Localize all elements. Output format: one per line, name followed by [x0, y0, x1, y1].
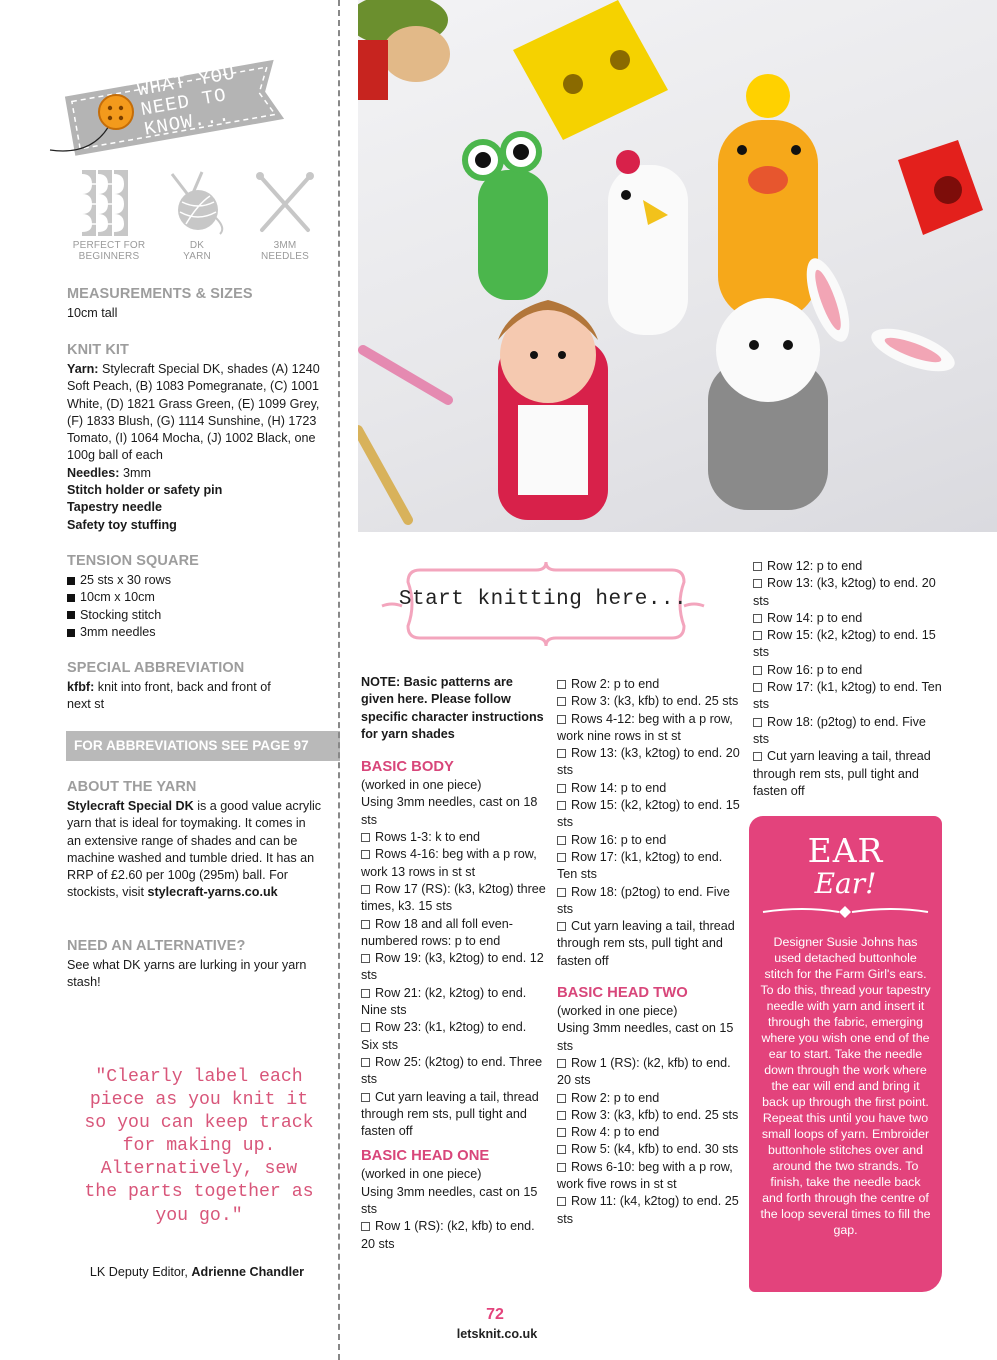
pattern-row: Row 17 (RS): (k3, k2tog) three times, k3. 15 sts — [361, 881, 546, 914]
pattern-row: Row 17: (k1, k2tog) to end. Ten sts — [753, 680, 942, 712]
row-checkbox[interactable] — [557, 1111, 566, 1120]
list-item: Stocking stitch — [67, 607, 329, 624]
pattern-row: Row 21: (k2, k2tog) to end. Nine sts — [361, 985, 527, 1018]
pattern-row: Row 18 and all foll even-numbered rows: p to end — [361, 916, 513, 948]
row-checkbox[interactable] — [557, 680, 566, 689]
row-checkbox[interactable] — [361, 850, 370, 859]
row-checkbox[interactable] — [361, 1093, 370, 1102]
pattern-row: Row 18: (p2tog) to end. Five sts — [753, 714, 926, 746]
tension-heading: TENSION SQUARE — [67, 553, 199, 569]
pattern-row: Row 25: (k2tog) to end. Three sts — [361, 1054, 543, 1087]
special-abbr-heading: SPECIAL ABBREVIATION — [67, 660, 245, 676]
row-checkbox[interactable] — [361, 1058, 370, 1067]
list-item: 10cm x 10cm — [67, 589, 329, 606]
about-yarn-text: Stylecraft Special DK is a good value acrylic yarn that is ideal for toymaking. It comes in an extensive range of shades and can be machine washed and tumble dried. It has an RRP of £2.60 per 100g (295m) ball. For stockists, visit stylecraft-yarns.co.uk — [67, 799, 322, 900]
row-checkbox[interactable] — [557, 1163, 566, 1172]
pattern-row: Rows 4-12: beg with a p row, work nine rows in st st — [557, 711, 733, 743]
ear-tip-box — [749, 816, 942, 1292]
pattern-row: Row 23: (k1, k2tog) to end. Six sts — [361, 1020, 527, 1052]
what-you-need-badge — [48, 50, 298, 160]
row-checkbox[interactable] — [557, 1197, 566, 1206]
row-checkbox[interactable] — [557, 922, 566, 931]
yarn-badge — [154, 170, 240, 262]
row-checkbox[interactable] — [557, 801, 566, 810]
head1-intro-line: (worked in one piece) — [361, 1167, 482, 1182]
row-checkbox[interactable] — [361, 885, 370, 894]
ear-subtitle: Ear! — [814, 867, 877, 900]
row-checkbox[interactable] — [753, 579, 762, 588]
row-checkbox[interactable] — [753, 718, 762, 727]
start-knitting-title: Start knitting here... — [398, 588, 688, 611]
tension-list — [67, 572, 329, 641]
row-checkbox[interactable] — [753, 666, 762, 675]
row-checkbox[interactable] — [557, 888, 566, 897]
row-checkbox[interactable] — [557, 1145, 566, 1154]
tension-section — [67, 552, 329, 641]
row-checkbox[interactable] — [753, 631, 762, 640]
pattern-row: Row 11: (k4, k2tog) to end. 25 sts — [557, 1194, 739, 1226]
measurements-section — [67, 285, 329, 322]
basic-head-one-heading: BASIC HEAD ONE — [361, 1148, 490, 1165]
pattern-row: Row 18: (p2tog) to end. Five sts — [557, 884, 730, 916]
ear-title: EAR — [807, 831, 884, 870]
head2-intro-line: (worked in one piece) — [557, 1004, 678, 1019]
page-number: 72 — [486, 1306, 504, 1323]
beginner-label: PERFECT FOR BEGINNERS — [72, 240, 146, 262]
pattern-row: Row 1 (RS): (k2, kfb) to end. 20 sts — [361, 1219, 535, 1251]
finger-puppets-photo — [358, 0, 997, 532]
pattern-row: Row 13: (k3, k2tog) to end. 20 sts — [753, 576, 936, 608]
knit-kit-body: Yarn: Stylecraft Special DK, shades (A) 1240 Soft Peach, (B) 1083 Pomegranate, (C) 1001 White, (D) 1821 Grass Green, (E) 1099 Grey, (F) 1833 Blush, (G) 1114 Sunshine, (H) 1723 Tomato, (I) 1064 Mocha, (J) 1002 Black, one 100g ball of each Needles: 3mm Stitch holder or safety pin Tapestry needle Safety toy stuffing — [67, 362, 320, 532]
pattern-row: Cut yarn leaving a tail, thread through rem sts, pull tight and fasten off — [557, 919, 735, 968]
row-checkbox[interactable] — [557, 715, 566, 724]
start-knitting-banner — [378, 560, 708, 652]
row-checkbox[interactable] — [557, 853, 566, 862]
pattern-row: Row 2: p to end — [557, 676, 742, 693]
pattern-row: Rows 4-16: beg with a p row, work 13 rows in st st — [361, 847, 537, 879]
about-yarn-section — [67, 778, 323, 902]
skill-icons-row — [66, 170, 326, 270]
row-checkbox[interactable] — [557, 1059, 566, 1068]
pull-quote: "Clearly label each piece as you knit it so you can keep track for making up. Alternatively, sew the parts together as you go." — [84, 1067, 314, 1226]
stockist-link[interactable]: stylecraft-yarns.co.uk — [147, 885, 278, 900]
needles-badge — [242, 170, 328, 262]
pattern-row: Row 1 (RS): (k2, kfb) to end. 20 sts — [557, 1055, 731, 1088]
pattern-row: Row 17: (k1, k2tog) to end. Ten sts — [557, 849, 723, 882]
pattern-row: Row 15: (k2, k2tog) to end. 15 sts — [753, 628, 936, 660]
pattern-column-3 — [753, 558, 943, 800]
row-checkbox[interactable] — [753, 614, 762, 623]
pattern-column-2 — [557, 676, 742, 1228]
quote-attribution: LK Deputy Editor, Adrienne Chandler — [89, 1265, 305, 1279]
ornament-divider — [759, 902, 932, 922]
pattern-row: Rows 6-10: beg with a p row, work five rows in st st — [557, 1159, 733, 1192]
pattern-row: Cut yarn leaving a tail, thread through rem sts, pull tight and fasten off — [361, 1089, 539, 1139]
sidebar-divider — [338, 0, 340, 1360]
row-checkbox[interactable] — [557, 749, 566, 758]
yarn-label: DK YARN — [183, 240, 211, 262]
pattern-column-1 — [361, 674, 546, 1253]
head2-intro-line: Using 3mm needles, cast on 15 sts — [557, 1021, 734, 1053]
knitting-needles-icon — [250, 170, 320, 236]
body-intro-line: Using 3mm needles, cast on 18 sts — [361, 795, 538, 827]
pattern-row: Row 12: p to end — [753, 558, 943, 575]
pattern-row: Row 16: p to end — [557, 832, 742, 849]
ear-tip-text: Designer Susie Johns has used detached buttonhole stitch for the Farm Girl's ears. To do this, thread your tapestry needle with yarn and insert it through the fabric, emerging where you wish one end of the ear to start. Take the needle down through the work where the ear will end and bring it back up through the first point. Repeat this until you have two small loops of yarn. Embroider buttonhole stitches over and around the two strands. To finish, take the needle back and forth through the centre of the loop several times to fill the gap. — [760, 935, 931, 1237]
list-item: 3mm needles — [67, 624, 329, 641]
row-checkbox[interactable] — [361, 989, 370, 998]
row-checkbox[interactable] — [557, 784, 566, 793]
pattern-row: Row 5: (k4, kfb) to end. 30 sts — [557, 1141, 742, 1158]
row-checkbox[interactable] — [753, 683, 762, 692]
row-checkbox[interactable] — [361, 954, 370, 963]
row-checkbox[interactable] — [557, 1094, 566, 1103]
pattern-row: Row 3: (k3, kfb) to end. 25 sts — [557, 693, 742, 710]
basic-head-two-heading: BASIC HEAD TWO — [557, 985, 688, 1002]
alternative-text: See what DK yarns are lurking in your yarn stash! — [67, 958, 307, 990]
row-checkbox[interactable] — [557, 697, 566, 706]
row-checkbox[interactable] — [753, 562, 762, 571]
basic-body-heading: BASIC BODY — [361, 759, 454, 776]
row-checkbox[interactable] — [361, 1222, 370, 1231]
pattern-row: Row 14: p to end — [557, 780, 742, 797]
needles-label: 3MM NEEDLES — [260, 240, 310, 262]
row-checkbox[interactable] — [361, 1023, 370, 1032]
beginner-badge — [66, 170, 152, 262]
row-checkbox[interactable] — [557, 1128, 566, 1137]
yarn-ball-icon — [162, 170, 232, 236]
row-checkbox[interactable] — [753, 752, 762, 761]
pattern-row: Row 13: (k3, k2tog) to end. 20 sts — [557, 746, 740, 778]
head1-intro-line: Using 3mm needles, cast on 15 sts — [361, 1184, 538, 1217]
pattern-row: Rows 1-3: k to end — [361, 829, 546, 846]
about-yarn-heading: ABOUT THE YARN — [67, 779, 197, 795]
pattern-row: Row 19: (k3, k2tog) to end. 12 sts — [361, 951, 544, 983]
alternative-heading: NEED AN ALTERNATIVE? — [67, 938, 246, 954]
special-abbr-section — [67, 659, 287, 714]
measurements-heading: MEASUREMENTS & SIZES — [67, 286, 253, 302]
pattern-row: Row 2: p to end — [557, 1090, 742, 1107]
row-checkbox[interactable] — [361, 833, 370, 842]
site-url[interactable]: letsknit.co.uk — [456, 1327, 538, 1341]
badge-title: WHAT YOU NEED TO KNOW... — [135, 62, 238, 141]
row-checkbox[interactable] — [557, 836, 566, 845]
special-abbr-text: kfbf: knit into front, back and front of next st — [67, 680, 271, 712]
alternative-section — [67, 937, 307, 992]
list-item: 25 sts x 30 rows — [67, 572, 329, 589]
photo-illustration — [358, 0, 997, 532]
pattern-row: Row 4: p to end — [557, 1124, 742, 1141]
knit-kit-section — [67, 341, 329, 534]
row-checkbox[interactable] — [361, 920, 370, 929]
pattern-row: Row 3: (k3, kfb) to end. 25 sts — [557, 1107, 742, 1124]
pattern-row: Cut yarn leaving a tail, thread through rem sts, pull tight and fasten off — [753, 749, 931, 798]
measurements-text: 10cm tall — [67, 306, 118, 320]
pattern-row: Row 15: (k2, k2tog) to end. 15 sts — [557, 798, 740, 830]
knit-kit-heading: KNIT KIT — [67, 342, 130, 358]
body-intro-line: (worked in one piece) — [361, 778, 482, 793]
abbreviations-bar: FOR ABBREVIATIONS SEE PAGE 97 — [66, 731, 340, 761]
pattern-row: Row 14: p to end — [753, 610, 943, 627]
pattern-row: Row 16: p to end — [753, 662, 943, 679]
pattern-note: NOTE: Basic patterns are given here. Please follow specific character instructions for yarn shades — [361, 675, 544, 741]
sidebar — [0, 0, 340, 1360]
knit-stitch-icon — [74, 170, 144, 236]
